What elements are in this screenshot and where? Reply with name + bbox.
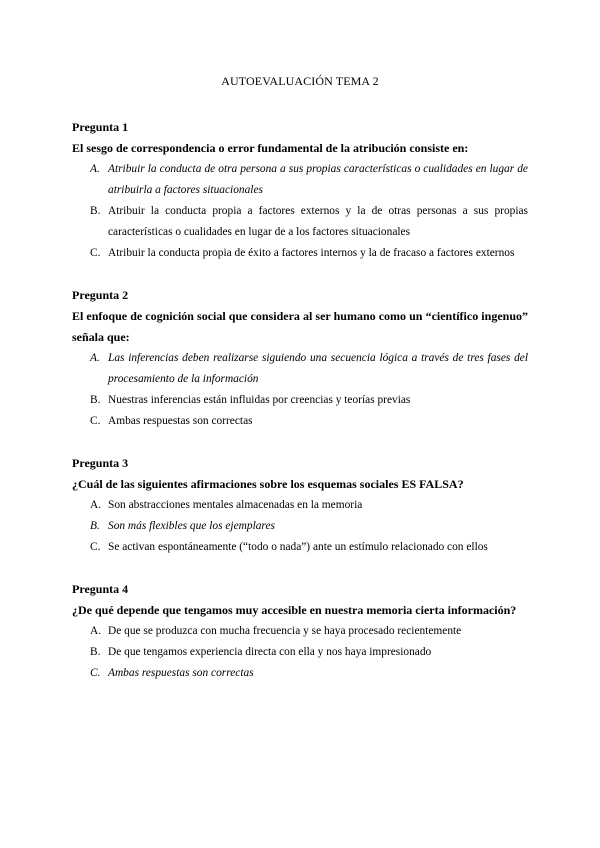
option-c	[72, 411, 528, 432]
option-letter: C.	[90, 541, 101, 553]
options-list	[72, 159, 528, 264]
option-text: De que se produzca con mucha frecuencia y se haya procesado recientemente	[108, 625, 462, 637]
option-letter: C.	[90, 667, 101, 679]
question-text: ¿De qué depende que tengamos muy accesible en nuestra memoria cierta información?	[72, 603, 517, 617]
option-c	[72, 663, 528, 684]
option-a	[72, 495, 528, 516]
option-letter: B.	[90, 646, 101, 658]
question-1	[72, 117, 528, 264]
question-label: Pregunta 2	[72, 288, 129, 302]
question-3	[72, 453, 528, 558]
option-letter: C.	[90, 415, 101, 427]
question-label: Pregunta 3	[72, 456, 129, 470]
option-text: Nuestras inferencias están influidas por creencias y teorías previas	[108, 394, 411, 406]
option-c	[72, 537, 528, 558]
option-letter: A.	[90, 352, 100, 364]
question-text: El enfoque de cognición social que considera al ser humano como un “científico ingenuo” señala que:	[72, 309, 528, 344]
option-letter: C.	[90, 247, 101, 259]
option-text: Son más flexibles que los ejemplares	[108, 520, 275, 532]
question-text: El sesgo de correspondencia o error fundamental de la atribución consiste en:	[72, 141, 469, 155]
option-a	[72, 348, 528, 390]
option-b	[72, 390, 528, 411]
option-letter: A.	[90, 499, 102, 511]
option-text: Son abstracciones mentales almacenadas en la memoria	[108, 499, 363, 511]
option-text: De que tengamos experiencia directa con ella y nos haya impresionado	[108, 646, 432, 658]
question-text: ¿Cuál de las siguientes afirmaciones sobre los esquemas sociales ES FALSA?	[72, 477, 464, 491]
option-text: Atribuir la conducta de otra persona a sus propias características o cualidades en lugar de atribuirla a factores situacionales	[108, 163, 528, 196]
option-b	[72, 201, 528, 243]
option-b	[72, 516, 528, 537]
option-letter: B.	[90, 394, 101, 406]
options-list	[72, 348, 528, 432]
option-text: Ambas respuestas son correctas	[108, 667, 254, 679]
document-title: AUTOEVALUACIÓN TEMA 2	[221, 74, 379, 88]
option-a	[72, 621, 528, 642]
option-letter: B.	[90, 520, 100, 532]
option-text: Atribuir la conducta propia a factores externos y la de otras personas a sus propias características o cualidades en lugar de a los factores situacionales	[108, 205, 528, 238]
question-2	[72, 285, 528, 432]
option-letter: A.	[90, 163, 100, 175]
option-text: Atribuir la conducta propia de éxito a factores internos y la de fracaso a factores externos	[108, 247, 515, 259]
option-text: Las inferencias deben realizarse siguiendo una secuencia lógica a través de tres fases del procesamiento de la información	[108, 352, 528, 385]
option-a	[72, 159, 528, 201]
option-text: Ambas respuestas son correctas	[108, 415, 253, 427]
question-4	[72, 579, 528, 684]
option-letter: B.	[90, 205, 101, 217]
option-text: Se activan espontáneamente (“todo o nada”) ante un estímulo relacionado con ellos	[108, 541, 488, 553]
options-list	[72, 495, 528, 558]
question-label: Pregunta 1	[72, 120, 129, 134]
option-b	[72, 642, 528, 663]
option-c	[72, 243, 528, 264]
options-list	[72, 621, 528, 684]
option-letter: A.	[90, 625, 102, 637]
question-label: Pregunta 4	[72, 582, 129, 596]
